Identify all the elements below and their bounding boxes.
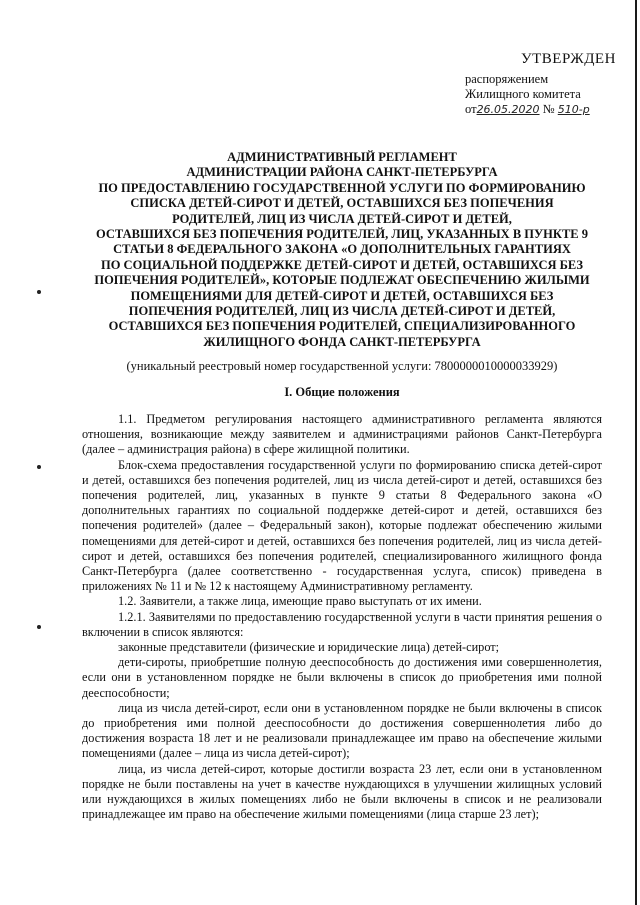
title-line: ПОПЕЧЕНИЯ РОДИТЕЛЕЙ», КОТОРЫЕ ПОДЛЕЖАТ ОБЕСПЕЧЕНИЮ ЖИЛЫМИ <box>94 273 590 288</box>
scan-edge-line <box>635 0 637 905</box>
title-line: ПО ПРЕДОСТАВЛЕНИЮ ГОСУДАРСТВЕННОЙ УСЛУГИ ПО ФОРМИРОВАНИЮ <box>98 180 586 195</box>
title-line: ЖИЛИЩНОГО ФОНДА САНКТ-ПЕТЕРБУРГА <box>203 334 481 349</box>
title-line: ПОПЕЧЕНИЯ РОДИТЕЛЕЙ, ЛИЦ ИЗ ЧИСЛА ДЕТЕЙ-СИРОТ И ДЕТЕЙ, <box>128 304 556 319</box>
title-line: РОДИТЕЛЕЙ, ЛИЦ ИЗ ЧИСЛА ДЕТЕЙ-СИРОТ И ДЕТЕЙ, <box>172 211 512 226</box>
document-body <box>82 412 602 822</box>
document-title <box>82 150 602 350</box>
paragraph: лица, из числа детей-сирот, которые достигли возраста 23 лет, если они в установленном порядке не были поставлены на учет в качестве нуждающихся в улучшении жилищных условий или нуждающихся в жилых помещениях либо не были включены в список и не реализовали принадлежащее им право на обеспечение жилыми помещениями (лица старше 23 лет); <box>82 761 602 822</box>
approval-date-line <box>465 102 635 117</box>
paragraph: 1.2. Заявители, а также лица, имеющие право выступать от их имени. <box>118 594 482 609</box>
paragraph: дети-сироты, приобретшие полную дееспособность до достижения ими совершеннолетия, если они в установленном порядке не были включены в список до приобретения ими полной дееспособности; <box>82 655 602 700</box>
approval-block <box>465 52 635 117</box>
paragraph: лица из числа детей-сирот, если они в установленном порядке не были включены в список до приобретения ими полной дееспособности до достижения совершеннолетия либо до достижения возраста 18 лет и не реализовали принадлежащее им право на обеспечение жилыми помещениями (далее – лица из числа детей-сирот); <box>82 700 602 761</box>
scan-speck <box>37 465 41 469</box>
approval-line-2: Жилищного комитета <box>465 87 581 101</box>
paragraph: законные представители (физические и юридические лица) детей-сирот; <box>118 640 500 655</box>
title-line: АДМИНИСТРАЦИИ РАЙОНА САНКТ-ПЕТЕРБУРГА <box>186 165 498 180</box>
title-line: ОСТАВШИХСЯ БЕЗ ПОПЕЧЕНИЯ РОДИТЕЛЕЙ, СПЕЦИАЛИЗИРОВАННОГО <box>108 319 576 334</box>
paragraph: Блок-схема предоставления государственной услуги по формированию списка детей-сирот и детей, оставшихся без попечения родителей, лиц из числа детей-сирот и детей, оставшихся без попечения родителей, лиц, указанных в пункте 9 статьи 8 Федерального закона «О дополнительных гарантиях по социальной поддержке детей-сирот и детей, оставшихся без попечения родителей» (далее – Федеральный закон), которые подлежат обеспечению жилыми помещениями для детей-сирот и детей, оставшихся без попечения родителей, лиц из числа детей-сирот и детей, оставшихся без попечения родителей, специализированного жилищного фонда Санкт-Петербурга (далее соответственно - государственная услуга, список) приведена в приложениях № 11 и № 12 к настоящему Административному регламенту. <box>82 457 602 594</box>
number-prefix: № <box>542 102 555 116</box>
registry-number: (уникальный реестровый номер государственной услуги: 7800000010000033929) <box>126 359 558 373</box>
paragraph: 1.1. Предметом регулирования настоящего административного регламента являются отношения, возникающие между заявителем и администрациями районов Санкт-Петербурга (далее – администрация района) в сфере жилищной политики. <box>82 412 602 457</box>
approval-heading: УТВЕРЖДЕН <box>521 51 616 67</box>
title-line: СТАТЬИ 8 ФЕДЕРАЛЬНОГО ЗАКОНА «О ДОПОЛНИТЕЛЬНЫХ ГАРАНТИЯХ <box>113 242 571 257</box>
title-line: ПО СОЦИАЛЬНОЙ ПОДДЕРЖКЕ ДЕТЕЙ-СИРОТ И ДЕТЕЙ, ОСТАВШИХСЯ БЕЗ <box>100 257 584 272</box>
title-line: АДМИНИСТРАТИВНЫЙ РЕГЛАМЕНТ <box>227 150 457 164</box>
approval-line-1: распоряжением <box>465 72 549 86</box>
section-heading: I. Общие положения <box>284 385 400 399</box>
title-line: ПОМЕЩЕНИЯМИ ДЛЯ ДЕТЕЙ-СИРОТ И ДЕТЕЙ, ОСТАВШИХСЯ БЕЗ <box>130 288 554 303</box>
scan-speck <box>37 290 41 294</box>
paragraph: 1.2.1. Заявителями по предоставлению государственной услуги в части принятия решения о включении в список являются: <box>82 609 602 639</box>
title-line: ОСТАВШИХСЯ БЕЗ ПОПЕЧЕНИЯ РОДИТЕЛЕЙ, ЛИЦ, УКАЗАННЫХ В ПУНКТЕ 9 <box>95 227 589 242</box>
date-prefix: от <box>465 102 477 116</box>
scan-speck <box>37 625 41 629</box>
handwritten-date: 26.05.2020 <box>476 103 540 116</box>
title-line: СПИСКА ДЕТЕЙ-СИРОТ И ДЕТЕЙ, ОСТАВШИХСЯ БЕЗ ПОПЕЧЕНИЯ <box>130 196 554 211</box>
handwritten-number: 510-р <box>557 103 590 116</box>
